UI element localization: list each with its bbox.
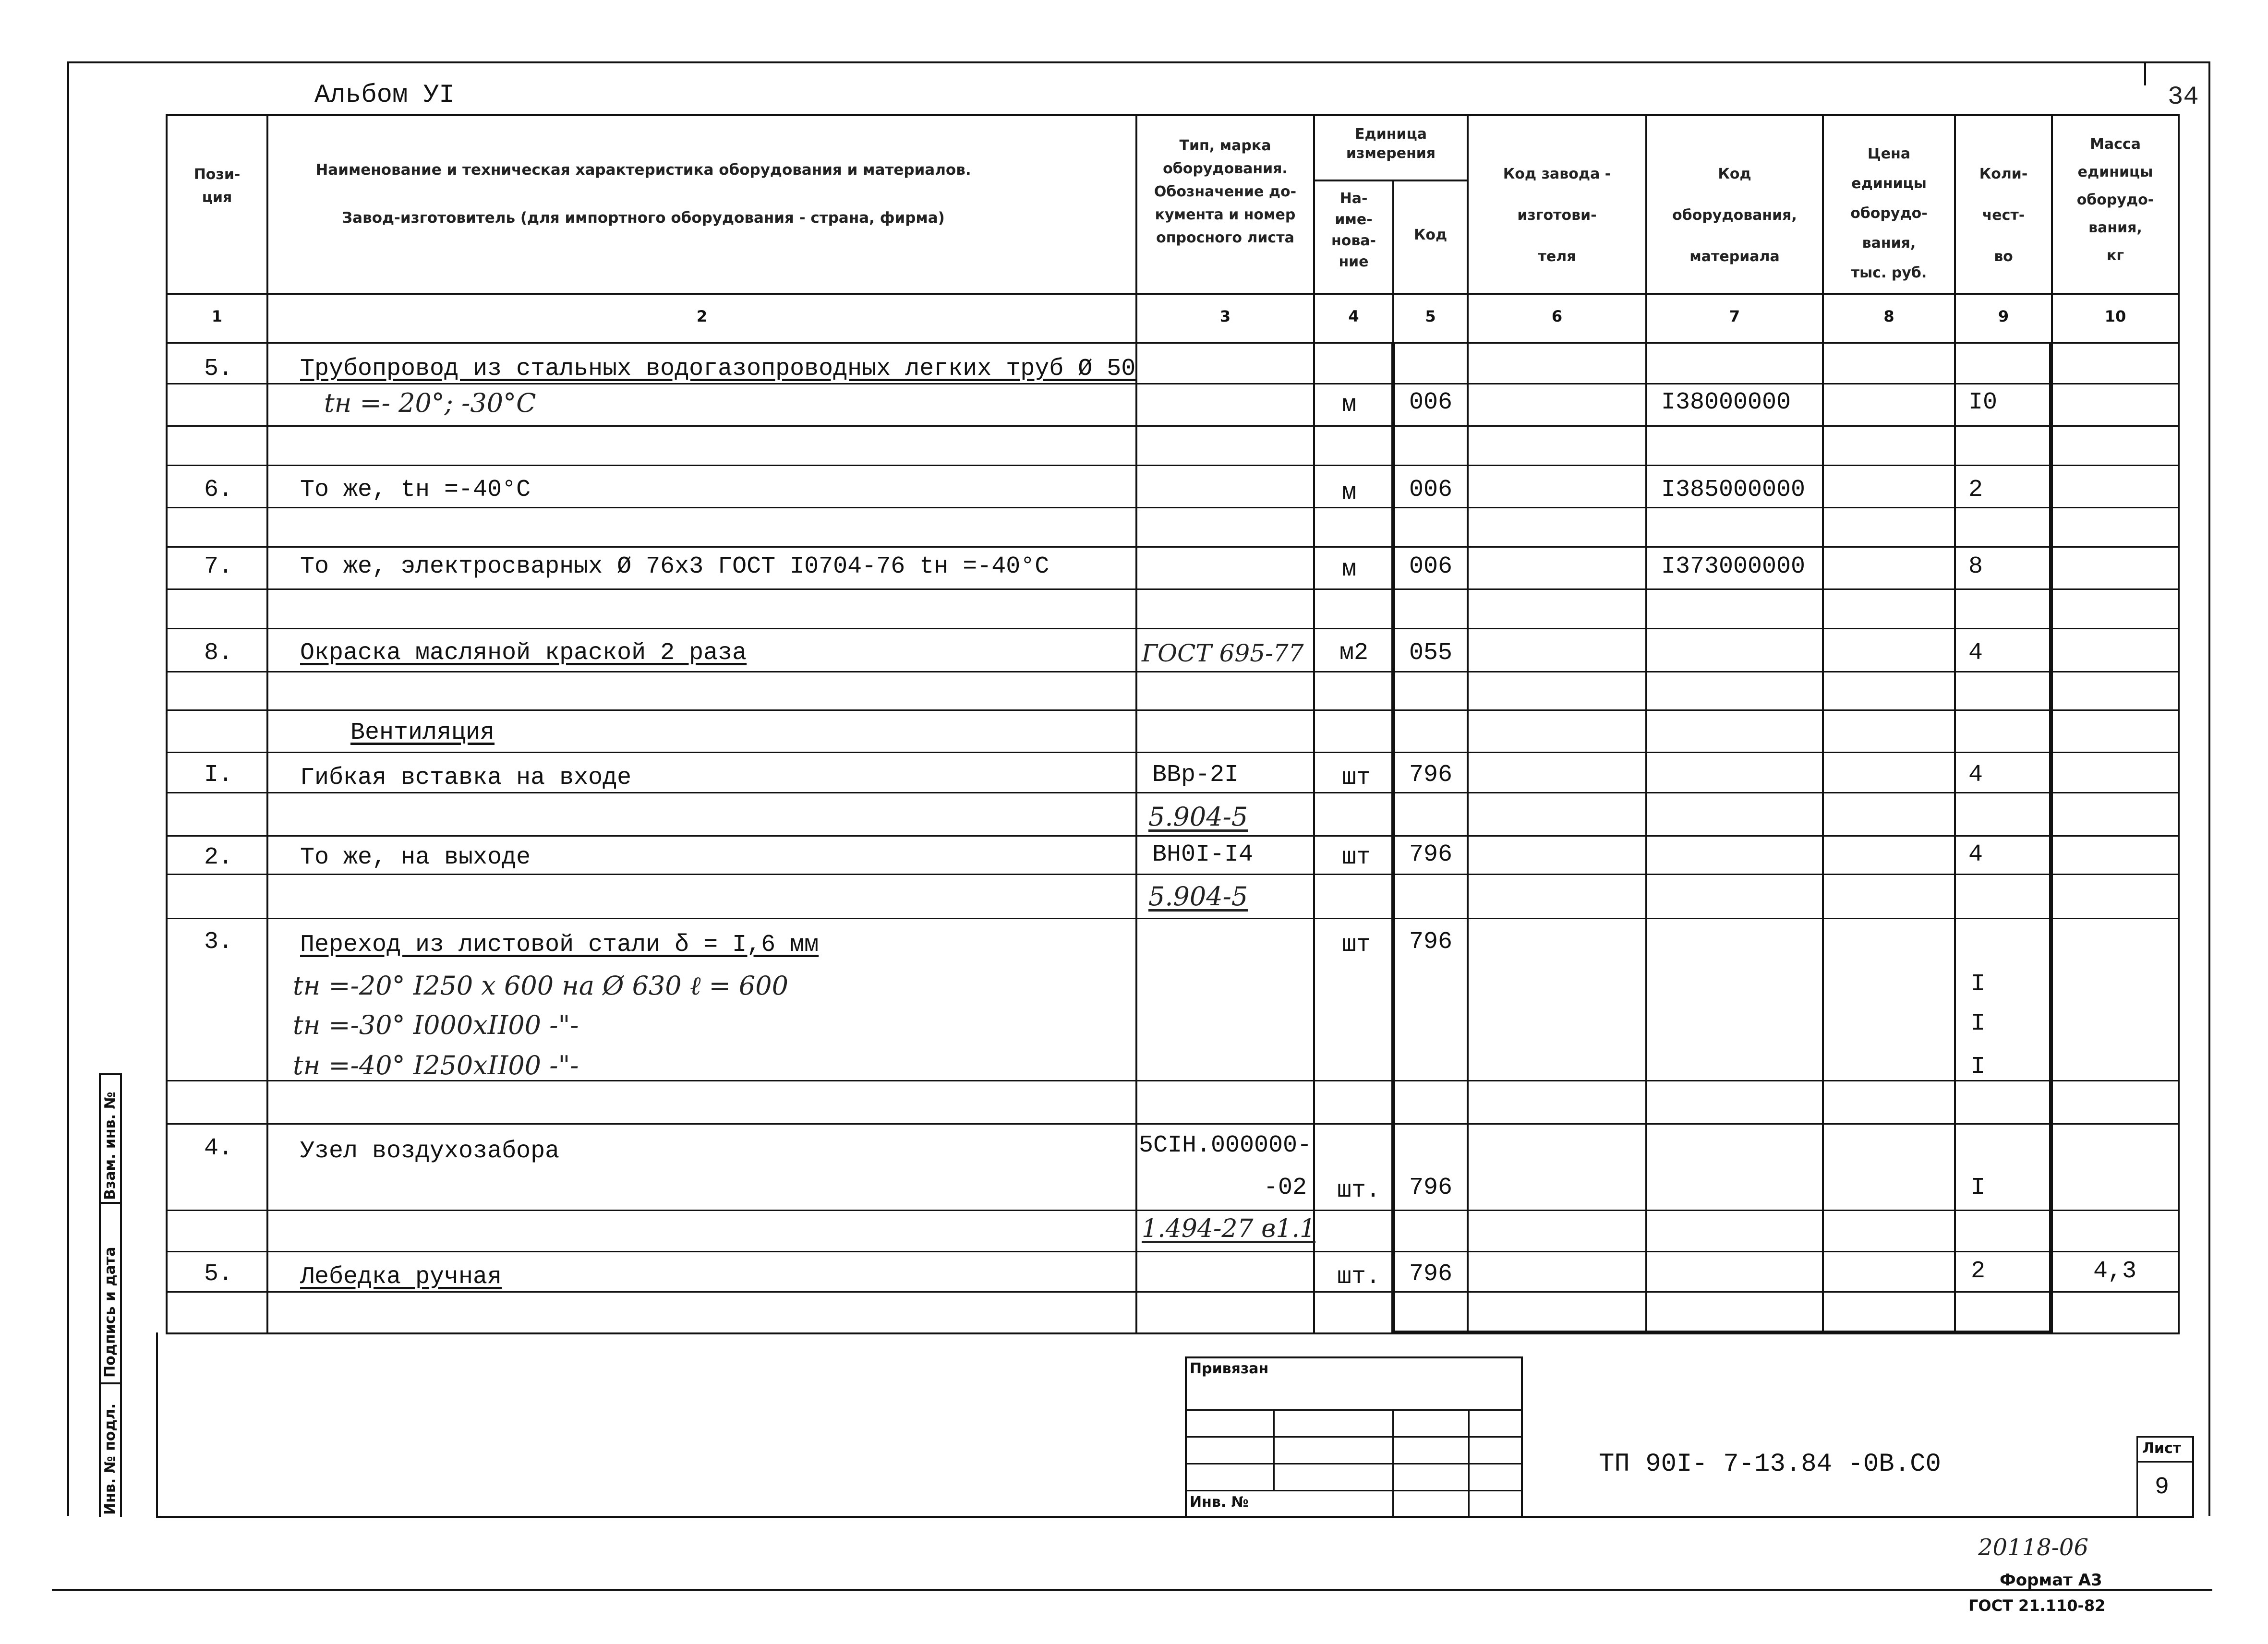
- header-mass: Масса единицы оборудо- вания, кг: [2076, 136, 2154, 264]
- document-code: ТП 90I- 7-13.84 -0В.С0: [1599, 1450, 1941, 1479]
- sheet-label: Лист: [2142, 1440, 2182, 1457]
- row-8-name: Окраска масляной краской 2 раза: [300, 639, 747, 667]
- row-pipe-code: 006: [1409, 389, 1453, 416]
- row-7-name: То же, электросварных Ø 76х3 ГОСТ I0704-76 tн =-40°С: [300, 553, 1050, 580]
- sheet-number: 9: [2155, 1474, 2170, 1501]
- row-v5-unit: шт.: [1337, 1263, 1381, 1291]
- row-v5-pos: 5.: [204, 1260, 233, 1288]
- album-title: Альбом УI: [314, 81, 455, 110]
- row-8-type: ГОСТ 695-77: [1142, 639, 1304, 667]
- header-price: Цена единицы оборудо- вания, тыс. руб.: [1850, 145, 1928, 281]
- inv-no-label: Инв. №: [1190, 1494, 1249, 1511]
- header-position: Пози- ция: [193, 166, 241, 206]
- row-v1-name: Гибкая вставка на входе: [300, 764, 632, 792]
- row-v3-sub1-qty: I: [1971, 971, 1986, 998]
- row-7-pos: 7.: [204, 553, 233, 580]
- row-v4-pos: 4.: [204, 1135, 233, 1162]
- header-material-code: Код оборудования, материала: [1672, 166, 1797, 265]
- row-pipe-unit: м: [1342, 391, 1357, 419]
- section-ventilation: Вентиляция: [350, 719, 495, 746]
- row-v5-qty: 2: [1971, 1258, 1986, 1285]
- row-v4-unit: шт.: [1337, 1177, 1381, 1204]
- row-v2-type: ВН0I-I4: [1152, 841, 1254, 868]
- row-6-name: То же, tн =-40°С: [300, 476, 531, 504]
- gost-label: ГОСТ 21.110-82: [1968, 1596, 2106, 1615]
- row-7-mat: I373000000: [1661, 553, 1806, 580]
- row-v1-pos: I.: [204, 761, 233, 789]
- row-v3-name: Переход из листовой стали δ = I,6 мм: [300, 931, 819, 959]
- col-num-10: 10: [2104, 307, 2126, 325]
- row-v5-name: Лебедка ручная: [300, 1263, 502, 1291]
- col-num-5: 5: [1425, 307, 1436, 325]
- row-v4-type: 5СIН.000000-: [1139, 1132, 1312, 1159]
- row-v3-sub2-qty: I: [1971, 1010, 1986, 1037]
- row-8-pos: 8.: [204, 639, 233, 667]
- header-unit: Единица измерения: [1346, 126, 1436, 162]
- row-7-unit: м: [1342, 556, 1357, 583]
- handwritten-id: 20118-06: [1978, 1534, 2088, 1561]
- row-v4-type2: -02: [1264, 1174, 1307, 1201]
- row-v4-name: Узел воздухозабора: [300, 1138, 560, 1165]
- row-v1-code: 796: [1409, 761, 1453, 789]
- row-v3-sub2: tн =-30° I000хII00 -"-: [293, 1010, 579, 1040]
- row-8-qty: 4: [1968, 639, 1983, 667]
- col-num-3: 3: [1219, 307, 1231, 325]
- row-v2-qty: 4: [1968, 841, 1983, 868]
- row-v3-pos: 3.: [204, 928, 233, 956]
- row-v1-type: ВВр-2I: [1152, 761, 1239, 789]
- row-v3-sub3: tн =-40° I250хII00 -"-: [293, 1050, 579, 1080]
- row-v1-doc: 5.904-5: [1148, 802, 1248, 832]
- col-num-9: 9: [1998, 307, 2009, 325]
- row-6-qty: 2: [1968, 476, 1983, 504]
- row-6-pos: 6.: [204, 476, 233, 504]
- page-corner-number: 34: [2168, 83, 2199, 112]
- row-6-mat: I385000000: [1661, 476, 1806, 504]
- row-8-code: 055: [1409, 639, 1453, 667]
- row-pipe-pos: 5.: [204, 355, 233, 383]
- row-v4-code: 796: [1409, 1174, 1453, 1201]
- row-6-code: 006: [1409, 476, 1453, 504]
- header-unit-name: На- име- нова- ние: [1331, 190, 1376, 270]
- row-v4-doc: 1.494-27 в1.1: [1142, 1214, 1316, 1243]
- row-v3-code: 796: [1409, 928, 1453, 956]
- row-7-code: 006: [1409, 553, 1453, 580]
- header-unit-code: Код: [1413, 227, 1448, 243]
- header-maker-code: Код завода - изготови- теля: [1503, 166, 1611, 265]
- col-num-4: 4: [1348, 307, 1359, 325]
- row-v4-qty: I: [1971, 1174, 1986, 1201]
- row-v2-code: 796: [1409, 841, 1453, 868]
- side-label-inv-podl: Инв. № подл.: [102, 1403, 119, 1515]
- row-v3-unit: шт: [1342, 931, 1371, 959]
- side-label-podpis: Подпись и дата: [102, 1247, 119, 1378]
- col-num-7: 7: [1729, 307, 1740, 325]
- privyazan-label: Привязан: [1190, 1360, 1269, 1377]
- row-pipe-temps: tн =- 20°; -30°С: [324, 388, 536, 418]
- format-label: Формат А3: [2000, 1571, 2102, 1590]
- row-v3-sub1: tн =-20° I250 х 600 на Ø 630 ℓ = 600: [293, 971, 788, 1001]
- row-6-unit: м: [1342, 479, 1357, 506]
- row-v2-name: То же, на выходе: [300, 844, 531, 871]
- row-v2-pos: 2.: [204, 844, 233, 871]
- header-name-line2: Завод-изготовитель (для импортного оборудования - страна, фирма): [342, 209, 945, 227]
- row-v1-unit: шт: [1342, 764, 1371, 792]
- header-type: Тип, марка оборудования. Обозначение до- кумента и номер опросного листа: [1154, 137, 1297, 246]
- side-label-vzam: Взам. инв. №: [102, 1092, 119, 1200]
- row-pipe-name: Трубопровод из стальных водогазопроводных легких труб Ø 50: [300, 355, 1136, 383]
- row-7-qty: 8: [1968, 553, 1983, 580]
- row-v1-qty: 4: [1968, 761, 1983, 789]
- row-pipe-mat: I38000000: [1661, 389, 1791, 416]
- col-num-1: 1: [211, 307, 223, 325]
- row-v5-mass: 4,3: [2093, 1258, 2137, 1285]
- col-num-2: 2: [696, 307, 708, 325]
- row-v3-sub3-qty: I: [1971, 1053, 1986, 1080]
- col-num-6: 6: [1551, 307, 1563, 325]
- row-8-unit: м2: [1339, 639, 1369, 667]
- row-v5-code: 796: [1409, 1260, 1453, 1288]
- header-quantity: Коли- чест- во: [1979, 166, 2028, 265]
- header-name-line1: Наименование и техническая характеристика оборудования и материалов.: [315, 161, 971, 179]
- row-pipe-qty: I0: [1968, 389, 1998, 416]
- row-v2-doc: 5.904-5: [1148, 881, 1248, 912]
- row-v2-unit: шт: [1342, 844, 1371, 871]
- col-num-8: 8: [1883, 307, 1894, 325]
